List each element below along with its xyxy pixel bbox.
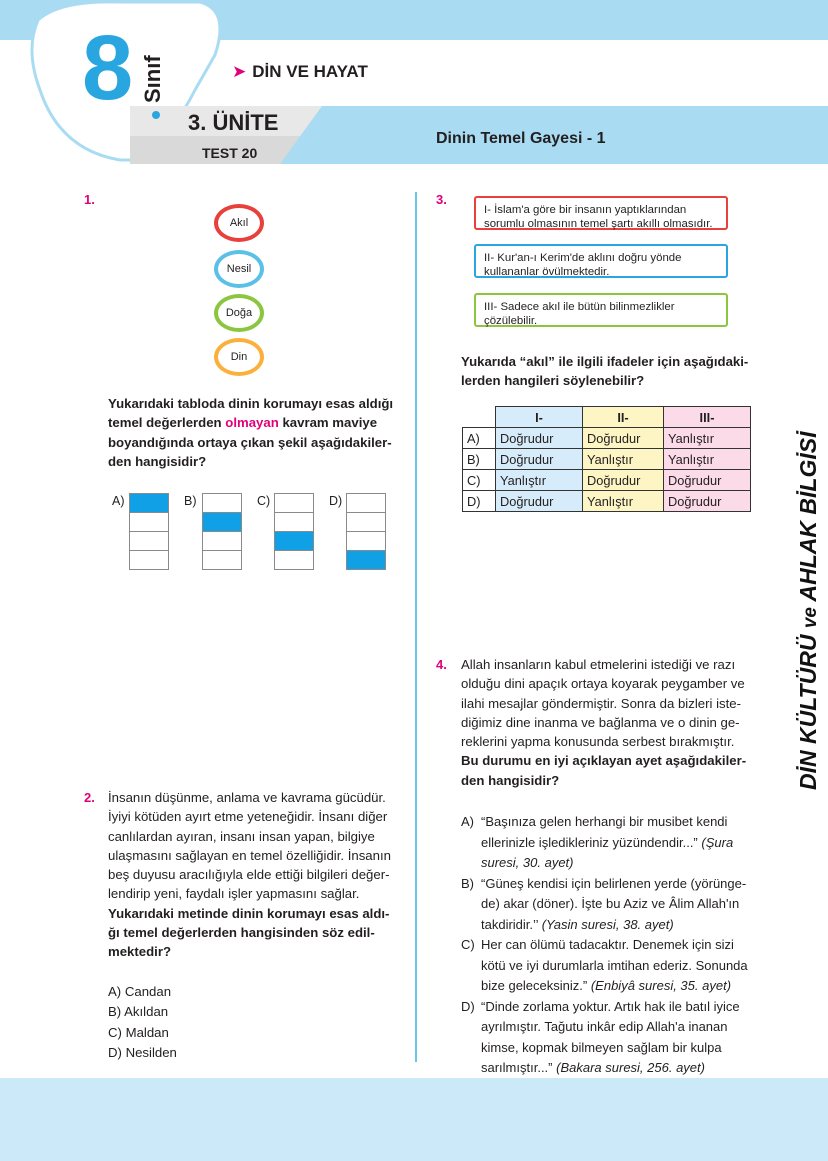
table-cell: Yanlıştır	[583, 491, 664, 512]
table-row[interactable]	[463, 491, 751, 512]
answer-line: “Dinde zorlama yoktur. Artık hak ile batıl iyice	[481, 998, 740, 1014]
answer-label: B)	[461, 875, 474, 891]
table-cell: Doğrudur	[664, 491, 751, 512]
q2-line: canlılardan ayıran, insanı insan yapan, bilgiye	[108, 828, 375, 844]
q3-statement-1	[474, 196, 728, 230]
table-cell: Doğrudur	[583, 428, 664, 449]
q3-s1-line1: I- İslam'a göre bir insanın yaptıklarından	[484, 204, 687, 216]
q3-s3-line1: III- Sadece akıl ile bütün bilinmezlikler	[484, 301, 675, 313]
q3-question-line: lerden hangileri söylenebilir?	[461, 373, 645, 389]
table-cell: Yanlıştır	[583, 449, 664, 470]
q3-question-line: Yukarıda “akıl” ile ilgili ifadeler için aşağıdaki-	[461, 354, 749, 369]
q3-s3-line2: çözülebilir.	[484, 315, 538, 327]
answer-ref: (Şura	[701, 834, 734, 850]
q2-answer-c[interactable]: C) Maldan	[108, 1024, 169, 1040]
answer-ref: (Yasin suresi, 38. ayet)	[541, 916, 674, 932]
blob-nesil: Nesil	[214, 250, 264, 288]
answer-line: “Başınıza gelen herhangi bir musibet kendi	[481, 814, 728, 829]
q1-text-a: Yukarıdaki tabloda dinin korumayı esas aldığı temel değerlerden	[108, 396, 394, 431]
answer-line: ayrılmıştır. Tağutu inkâr edip Allah'a inanan	[481, 1019, 728, 1034]
table-row[interactable]	[463, 428, 751, 449]
q1-option-b-figure[interactable]	[202, 494, 242, 570]
q2-question-line: mektedir?	[108, 944, 172, 960]
q1-highlight: olmayan	[225, 415, 279, 431]
q1-option-d-label[interactable]: D)	[329, 494, 343, 508]
blob-akil: Akıl	[214, 204, 264, 242]
q1-option-a-figure[interactable]	[129, 494, 169, 570]
q4-line: ilahi mesajlar göndermiştir. Sonra da bizleri iste-	[461, 695, 741, 711]
q1-option-a-label[interactable]: A)	[112, 494, 125, 508]
row-label[interactable]: B)	[463, 449, 496, 470]
grade-word: Sınıf	[140, 55, 165, 103]
q3-answer-table	[462, 406, 751, 512]
q3-statement-3	[474, 293, 728, 327]
table-cell: Doğrudur	[496, 491, 583, 512]
bottom-band	[0, 1078, 828, 1161]
q4-answers	[461, 812, 751, 1079]
q2-line: İnsanın düşünme, anlama ve kavrama gücüdür.	[108, 790, 386, 805]
q1-number: 1.	[84, 192, 95, 207]
q3-statement-2	[474, 244, 728, 278]
q3-s1-line2: sorumlu olmasının temel şartı akıllı olmasıdır.	[484, 218, 713, 230]
q2-line: İyiyi kötüden ayırt etme yeteneğidir. İnsanı diğer	[108, 809, 388, 825]
table-row[interactable]	[463, 470, 751, 491]
table-header-2: II-	[583, 407, 664, 428]
row-label[interactable]: C)	[463, 470, 496, 491]
answer-line: ellerinizle işledikleriniz yüzündendir...”	[481, 834, 698, 850]
table-header-1: I-	[496, 407, 583, 428]
answer-line: de) akar (döner). İşte bu Aziz ve Âlim Allah'ın	[481, 896, 740, 911]
answer-line: Her can ölümü tadacaktır. Denemek için sizi	[481, 937, 734, 952]
test-label: TEST 20	[202, 145, 258, 161]
answer-line: kimse, kopmak bilmeyen sağlam bir kulpa	[481, 1039, 722, 1055]
q1-text-b: kavram maviye boyandığında ortaya çıkan şekil aşağıdakilerden hangisidir?	[108, 415, 392, 469]
q4-line: olduğu dini apaçık ortaya koyarak peygamber ve	[461, 676, 745, 692]
q4-line: reklerini yapma konusunda serbest bırakmıştır.	[461, 734, 735, 750]
q4-line: diğimiz dine inanma ve bağlanma ve o dinin ge-	[461, 714, 740, 730]
answer-label: D)	[461, 998, 475, 1014]
side-title-part2: ve	[800, 607, 821, 629]
unit-label: 3. ÜNİTE	[188, 110, 279, 135]
q4-text	[461, 655, 751, 790]
answer-label: C)	[461, 937, 475, 952]
q3-s2-line2: kullananlar övülmektedir.	[484, 266, 610, 278]
table-row[interactable]	[463, 449, 751, 470]
column-divider	[415, 192, 417, 1062]
table-cell: Doğrudur	[496, 428, 583, 449]
blob-din: Din	[214, 338, 264, 376]
q2-number: 2.	[84, 790, 95, 805]
arrow-right-icon: ➤	[232, 62, 247, 81]
q2-line: lendirip yeni, faydalı işler yapmasını sağlar.	[108, 886, 360, 902]
lesson-title: Dinin Temel Gayesi - 1	[436, 130, 606, 147]
table-cell: Yanlıştır	[496, 470, 583, 491]
table-cell: Doğrudur	[664, 470, 751, 491]
q2-text	[108, 788, 398, 962]
q2-answer-b[interactable]: B) Akıldan	[108, 1004, 169, 1020]
q2-question-line: ğı temel değerlerden hangisinden söz edil-	[108, 925, 375, 941]
answer-label: A)	[461, 814, 474, 829]
q1-option-b-label[interactable]: B)	[184, 494, 197, 508]
q1-question	[108, 394, 398, 471]
subject-text: DİN VE HAYAT	[252, 62, 368, 81]
answer-line: bize geleceksiniz.”	[481, 978, 588, 993]
q2-line: ulaşmasını sağlayan en temel özelliğidir. İnsanın	[108, 847, 391, 863]
row-label[interactable]: A)	[463, 428, 496, 449]
grade-number: 8	[82, 17, 134, 119]
q4-answer-d[interactable]	[461, 997, 751, 1079]
answer-ref: (Bakara suresi, 256. ayet)	[556, 1060, 705, 1075]
q4-number: 4.	[436, 657, 447, 672]
q1-option-c-label[interactable]: C)	[257, 494, 271, 508]
q4-answer-c[interactable]	[461, 935, 751, 997]
table-corner	[463, 407, 496, 428]
q1-option-c-figure[interactable]	[274, 494, 314, 570]
q4-answer-b[interactable]	[461, 874, 751, 936]
q2-answer-a[interactable]: A) Candan	[108, 984, 172, 999]
blob-doga: Doğa	[214, 294, 264, 332]
q2-answer-d[interactable]: D) Nesilden	[108, 1044, 177, 1060]
answer-line: “Güneş kendisi için belirlenen yerde (yörünge-	[481, 875, 747, 891]
answer-line: sarılmıştır...”	[481, 1060, 553, 1075]
answer-line: kötü ve iyi durumlarla imtihan ederiz. Sonunda	[481, 957, 748, 973]
answer-ref: (Enbiyâ suresi, 35. ayet)	[590, 978, 732, 993]
table-header-3: III-	[664, 407, 751, 428]
q4-line: Allah insanların kabul etmelerini istediği ve razı	[461, 657, 736, 672]
answer-ref-cont: suresi, 30. ayet)	[481, 855, 574, 870]
table-cell: Yanlıştır	[664, 449, 751, 470]
q3-number: 3.	[436, 192, 447, 207]
q2-line: beş duyusu aracılığıyla elde ettiği bilgileri değer-	[108, 867, 390, 883]
q4-answer-a[interactable]	[461, 812, 751, 874]
q2-question-line: Yukarıdaki metinde dinin korumayı esas aldı-	[108, 905, 390, 921]
q4-question-line: den hangisidir?	[461, 772, 560, 788]
side-title-part1: DİN KÜLTÜRÜ	[795, 634, 821, 790]
side-title	[795, 432, 822, 790]
side-title-part3: AHLAK BİLGİSİ	[795, 431, 821, 602]
table-cell: Doğrudur	[496, 449, 583, 470]
q3-s2-line1: II- Kur'an-ı Kerim'de aklını doğru yönde	[484, 252, 682, 264]
q3-question	[461, 352, 751, 391]
answer-line: takdiridir.’’	[481, 916, 539, 932]
q2-answers	[108, 982, 177, 1063]
q1-option-d-figure[interactable]	[346, 494, 386, 570]
subject-title	[232, 62, 368, 82]
table-cell: Doğrudur	[583, 470, 664, 491]
table-cell: Yanlıştır	[664, 428, 751, 449]
row-label[interactable]: D)	[463, 491, 496, 512]
q4-question-line: Bu durumu en iyi açıklayan ayet aşağıdakiler-	[461, 753, 747, 769]
